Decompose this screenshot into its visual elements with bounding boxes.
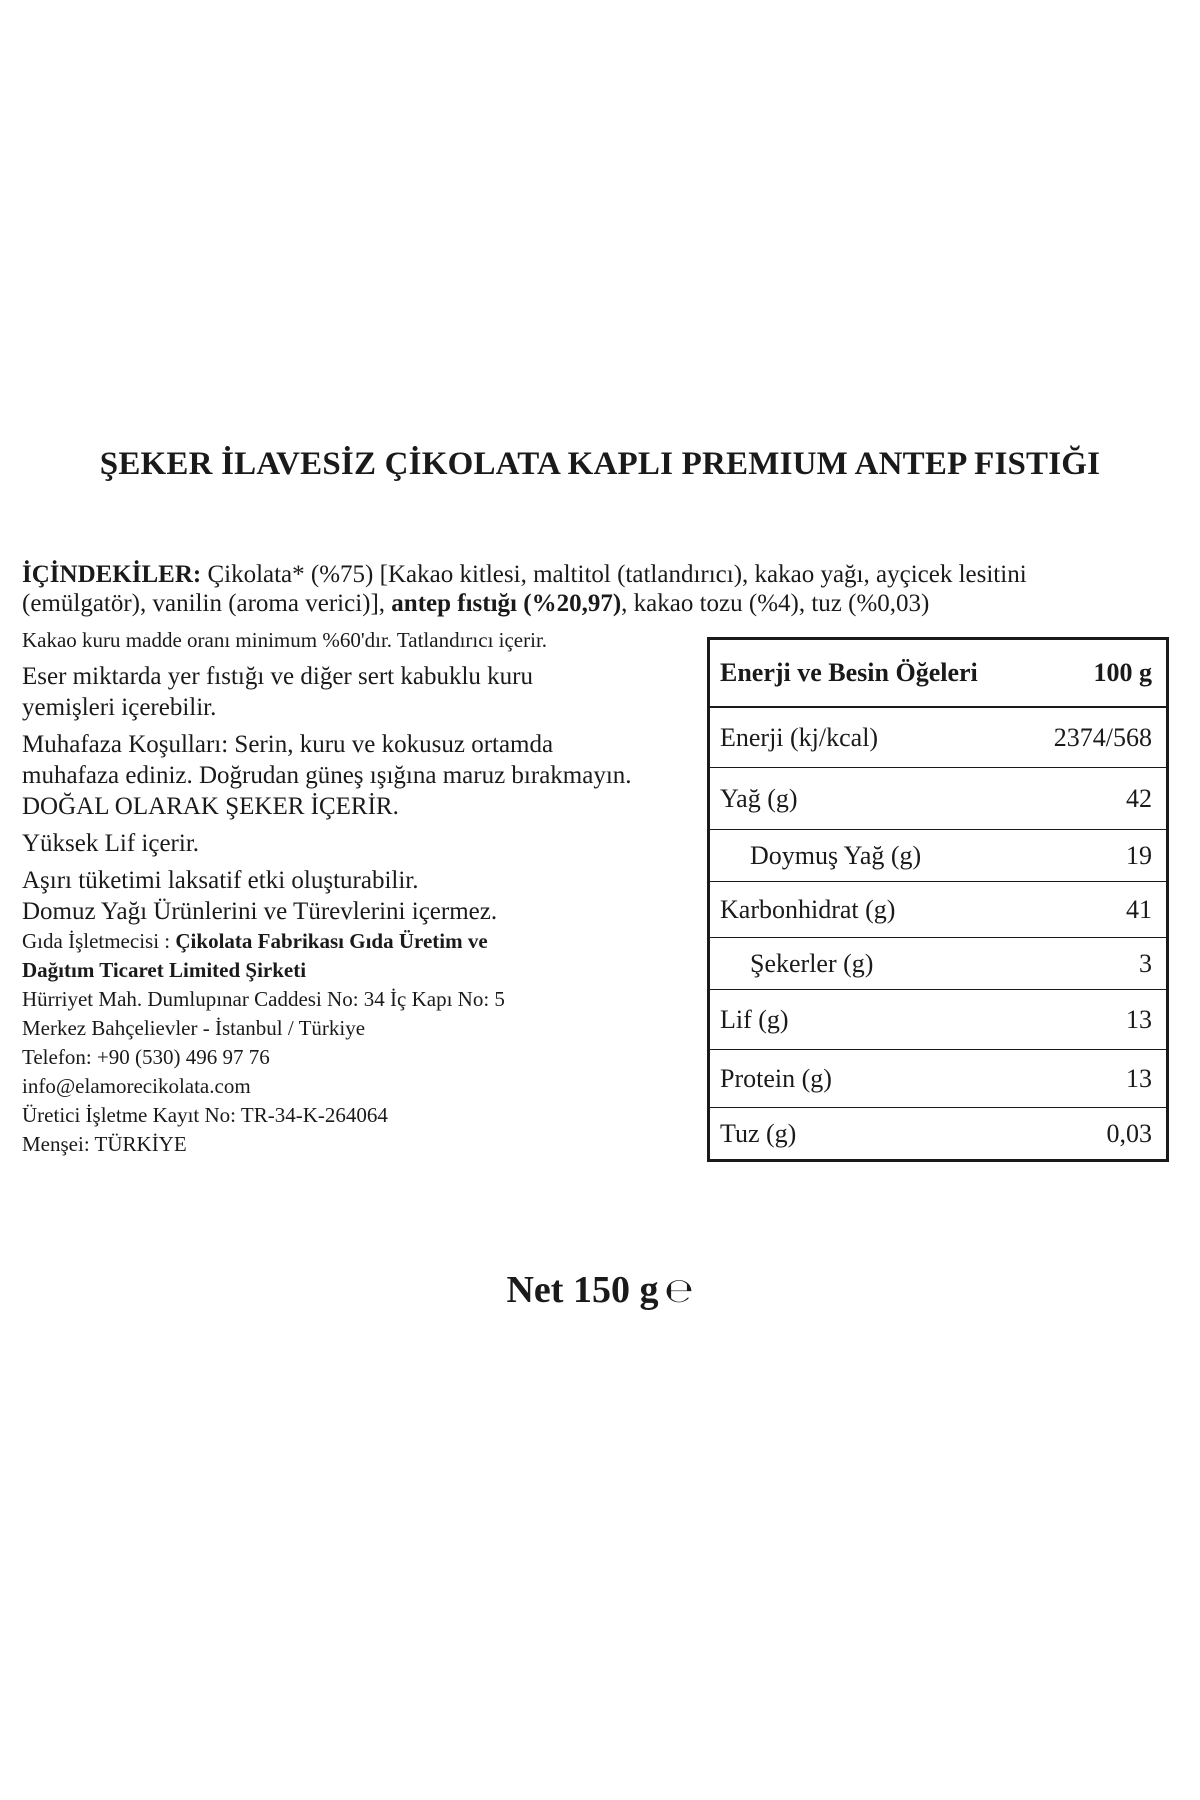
producer-email: info@elamorecikolata.com <box>22 1074 251 1098</box>
nutrition-header-label: Enerji ve Besin Öğeleri <box>720 658 978 687</box>
cocoa-note: Kakao kuru madde oranı minimum %60'dır. Tatlandırıcı içerir. <box>22 628 548 652</box>
laxative-note: Aşırı tüketimi laksatif etki oluşturabilir. <box>22 867 419 894</box>
ingredients-label: İÇİNDEKİLER: <box>22 561 202 588</box>
nutrition-row-value: 41 <box>1126 894 1152 924</box>
nutrition-row-value: 19 <box>1126 840 1152 870</box>
natural-sugar-note: DOĞAL OLARAK ŞEKER İÇERİR. <box>22 793 399 820</box>
ingredients-text-1: Çikolata* (%75) [Kakao kitlesi, maltitol (tatlandırıcı), kakao yağı, ayçicek lesitini <box>201 561 1027 588</box>
nutrition-row-label: Protein (g) <box>720 1063 832 1093</box>
allergen-note-line-1: Eser miktarda yer fıstığı ve diğer sert kabuklu kuru <box>22 663 533 690</box>
nutrition-header-row <box>710 640 1166 708</box>
nutrition-row-label: Tuz (g) <box>720 1118 797 1148</box>
producer-label: Gıda İşletmecisi : <box>22 929 176 953</box>
nutrition-row-label: Karbonhidrat (g) <box>720 894 896 924</box>
producer-name-2: Dağıtım Ticaret Limited Şirketi <box>22 958 307 982</box>
nutrition-row-value: 13 <box>1126 1004 1152 1034</box>
producer-name-1: Çikolata Fabrikası Gıda Üretim ve <box>175 929 488 953</box>
producer-address-2: Merkez Bahçelievler - İstanbul / Türkiye <box>22 1016 366 1040</box>
nutrition-row-sugars <box>710 938 1166 990</box>
nutrition-row-label: Doymuş Yağ (g) <box>750 840 922 870</box>
label-info-column <box>22 626 702 1159</box>
nutrition-row-value: 42 <box>1126 783 1152 813</box>
ingredients-text-2: (emülgatör), vanilin (aroma verici)], <box>22 590 392 617</box>
ingredients-block <box>22 560 1172 618</box>
origin-note: Menşei: TÜRKİYE <box>22 1132 187 1156</box>
nutrition-row-salt <box>710 1108 1166 1159</box>
product-title: ŞEKER İLAVESİZ ÇİKOLATA KAPLI PREMIUM ANTEP FISTIĞI <box>99 446 1101 482</box>
pork-note: Domuz Yağı Ürünlerini ve Türevlerini içermez. <box>22 898 498 925</box>
fiber-note: Yüksek Lif içerir. <box>22 830 200 857</box>
net-weight <box>0 1268 1200 1312</box>
net-weight-text: Net 150 g <box>506 1269 659 1311</box>
nutrition-row-energy <box>710 708 1166 768</box>
nutrition-row-label: Enerji (kj/kcal) <box>720 722 879 752</box>
nutrition-row-label: Yağ (g) <box>720 783 798 813</box>
nutrition-row-fat <box>710 768 1166 830</box>
nutrition-row-value: 0,03 <box>1106 1118 1152 1148</box>
ingredients-text-3: , kakao tozu (%4), tuz (%0,03) <box>621 590 930 617</box>
nutrition-row-value: 13 <box>1126 1063 1152 1093</box>
ingredients-pistachio: antep fıstığı (%20,97) <box>391 590 622 617</box>
producer-phone: Telefon: +90 (530) 496 97 76 <box>22 1045 270 1069</box>
nutrition-row-value: 2374/568 <box>1053 722 1152 752</box>
estimated-sign-icon: ℮ <box>664 1271 694 1311</box>
producer-registration: Üretici İşletme Kayıt No: TR-34-K-264064 <box>22 1103 388 1127</box>
nutrition-row-fiber <box>710 990 1166 1050</box>
storage-note-line-2: muhafaza ediniz. Doğrudan güneş ışığına maruz bırakmayın. <box>22 762 632 789</box>
nutrition-row-saturated-fat <box>710 830 1166 882</box>
allergen-note-line-2: yemişleri içerebilir. <box>22 694 217 721</box>
nutrition-table <box>707 637 1169 1162</box>
storage-note-line-1: Muhafaza Koşulları: Serin, kuru ve kokusuz ortamda <box>22 731 554 758</box>
nutrition-row-carbohydrate <box>710 882 1166 938</box>
producer-address-1: Hürriyet Mah. Dumlupınar Caddesi No: 34 İç Kapı No: 5 <box>22 987 505 1011</box>
nutrition-row-label: Lif (g) <box>720 1004 789 1034</box>
nutrition-row-label: Şekerler (g) <box>750 948 874 978</box>
nutrition-row-protein <box>710 1050 1166 1108</box>
nutrition-row-value: 3 <box>1139 948 1152 978</box>
nutrition-header-value: 100 g <box>1093 658 1152 687</box>
producer-line-1 <box>22 927 702 956</box>
producer-line-2 <box>22 956 702 985</box>
